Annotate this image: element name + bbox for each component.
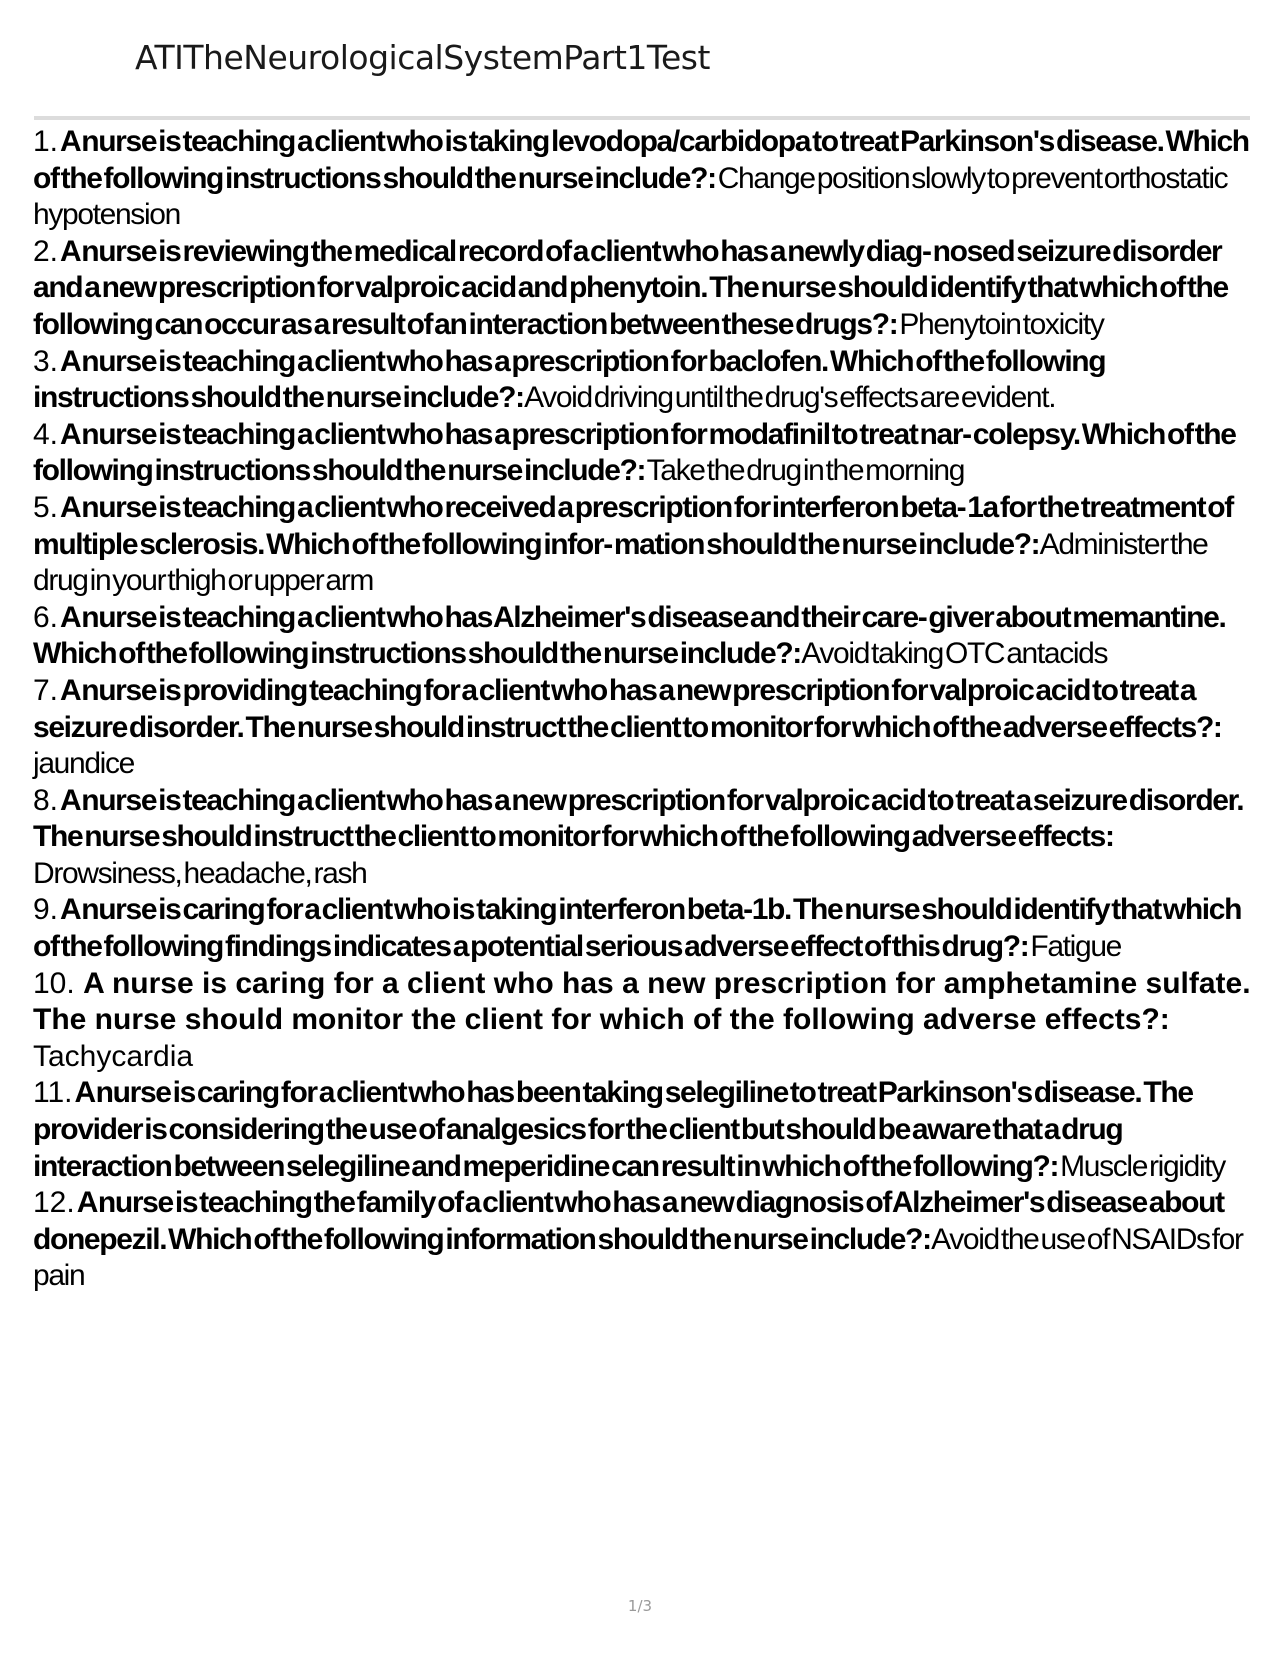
question-item [33,600,1261,673]
question-item [33,892,1261,965]
question-number: 8. [33,783,59,817]
question-text: A nurse is teaching a client who has a prescription for modafinil to treat nar- colepsy. Which of the following instructions should the nurse include?: [33,417,1236,488]
question-number: 4. [33,417,59,451]
question-item [33,417,1261,490]
question-item [33,1075,1261,1185]
question-number: 11. [33,1076,73,1110]
question-item [33,490,1261,600]
question-text: A nurse is teaching a client who is taking levodopa/carbidopa to treat Parkinson's disease. Which of the following instructions should the nurse include?: [33,125,1249,195]
page-number: 1/3 [627,1597,653,1615]
question-item [33,783,1261,893]
answer-text: Avoid taking OTC antacids [801,637,1108,671]
document-title: ATITheNeurologicalSystemPart1Test [135,38,710,77]
question-item [33,124,1261,234]
question-text: A nurse is reviewing the medical record of a client who has a newly diag- nosed seizure disorder and a new prescription for valproic acid and phenytoin. The nurse should identify that which of the following can occur as a result of an interaction between these drugs?: [33,234,1228,341]
answer-text: Phenytoin toxicity [899,307,1104,341]
answer-text: Avoid the use of NSAIDs for pain [33,1222,1243,1293]
question-item [33,344,1261,417]
question-number: 1. [33,125,59,158]
question-text: A nurse is caring for a client who has been taking selegiline to treat Parkinson's disease. The provider is considering the use of analgesics for the client but should be aware that a drug interaction between selegiline and meperidine can result in which of the following?: [33,1076,1193,1183]
question-number: 5. [33,490,59,524]
question-text: A nurse is teaching the family of a client who has a new diagnosis of Alzheimer's disease about donepezil. Which of the following information should the nurse include?: [33,1186,1224,1256]
question-number: 3. [33,344,59,378]
question-text: A nurse is teaching a client who received a prescription for interferon beta- 1a for the treatment of multiple sclerosis. Which of the following infor- mation should the nurse include?: [33,490,1233,561]
question-item [33,234,1261,344]
question-item [33,966,1261,1076]
answer-text: jaundice [33,747,134,781]
answer-text: Drowsiness, headache, rash [33,856,367,890]
question-list [33,124,1261,1295]
question-number: 9. [33,893,59,927]
answer-text: Fatigue [1030,930,1121,964]
answer-text: Take the drug in the morning [646,454,965,488]
answer-text: Change position slowly to prevent orthostatic hypotension [33,161,1228,232]
question-number: 6. [33,600,59,634]
question-text: A nurse is caring for a client who has a new prescription for amphetamine sulfate. The nurse should monitor the client for which of the following adverse effects?: [33,966,1251,1037]
question-item [33,1185,1261,1295]
question-text: A nurse is teaching a client who has a new prescription for valproic acid to treat a seizure disorder. The nurse should instruct the client to monitor for which of the following adverse effects: [33,783,1244,854]
question-text: A nurse is teaching a client who has Alzheimer's disease and their care- giver about memantine. Which of the following instructions should the nurse include?: [33,600,1226,671]
question-item [33,673,1261,783]
question-number: 2. [33,234,59,268]
answer-text: Muscle rigidity [1060,1149,1225,1183]
header-divider [34,116,1250,120]
question-number: 10. [33,966,75,1000]
answer-text: Tachycardia [33,1039,194,1073]
question-text: A nurse is caring for a client who is taking interferon beta-1b. The nurse should identify that which of the following findings indicates a potential serious adverse effect of this drug?: [33,893,1242,964]
answer-text: Avoid driving until the drug's effects are evident. [524,381,1056,415]
answer-text: Administer the drug in your thigh or upper arm [33,527,1208,598]
question-text: A nurse is providing teaching for a client who has a new prescription for valproic acid to treat a seizure disorder. The nurse should instruct the client to monitor for which of the adverse effects?: [33,673,1222,744]
question-text: A nurse is teaching a client who has a prescription for baclofen. Which of the following instructions should the nurse include?: [33,344,1106,415]
question-number: 7. [33,673,59,707]
question-number: 12. [33,1186,75,1220]
